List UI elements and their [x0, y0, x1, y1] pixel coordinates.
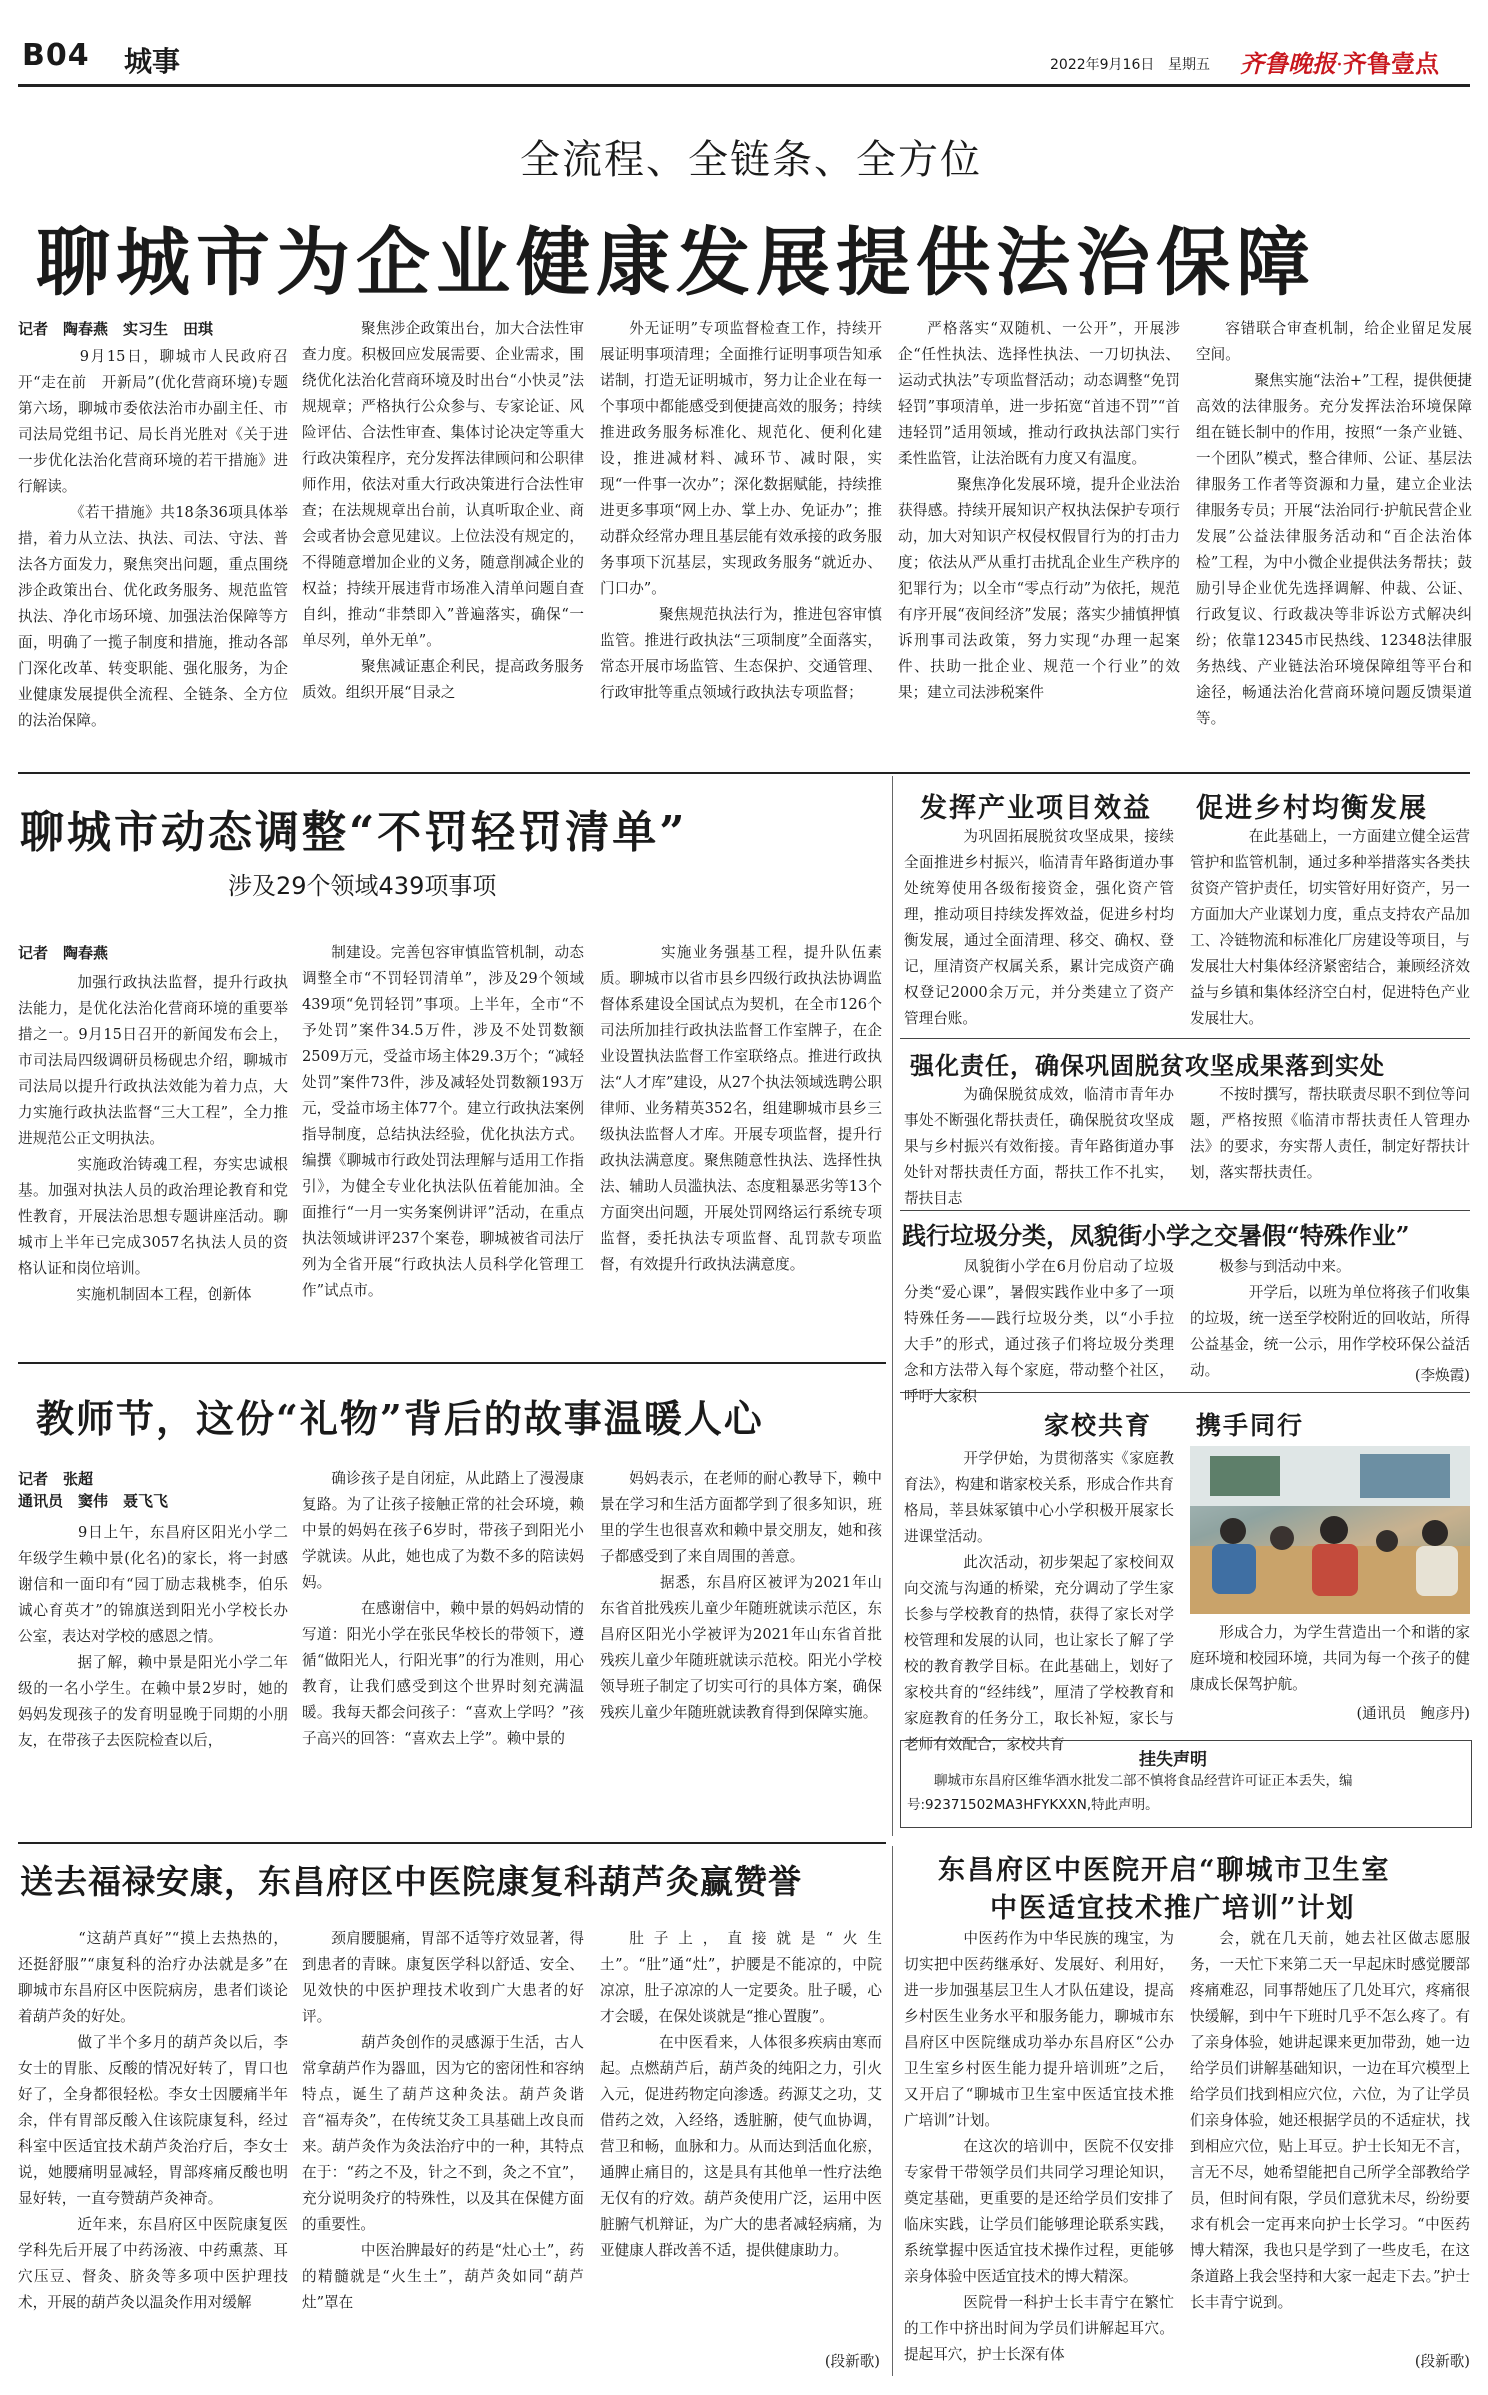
article5-col1-p1: 为巩固拓展脱贫攻坚成果，接续全面推进乡村振兴，临清青年路街道办事处统筹使用各级衔接资金，强化资产管理，推动项目持续发挥效益，促进乡村均衡发展，通过全面清理、移交、确权、登记，厘清资产权属关系，累计完成资产确权登记2000余万元，并分类建立了资产管理台账。	[904, 828, 1174, 1027]
article2-col2-p1: 制建设。完善包容审慎监管机制，动态调整全市“不罚轻罚清单”，涉及29个领域439项“免罚轻罚”事项。上半年，全市“不予处罚”案件34.5万件，涉及不处罚数额2509万元，受益市场主体29.3万个；“减轻处罚”案件73件，涉及减轻处罚数额193万元，受益市场主体77个。建立行政执法案例指导制度，总结执法经验，优化执法方式。编撰《聊城市行政处罚法理解与适用工作指引》，为健全专业化执法队伍着能加油。全面推行“一月一实务案例讲评”活动，在重点执法领域讲评237个案卷，聊城被省司法厅列为全省开展“行政执法人员科学化管理工作”试点市。	[302, 944, 584, 1299]
article2-bottom-rule	[18, 1362, 886, 1364]
article5-title2: 促进乡村均衡发展	[1196, 793, 1428, 824]
article1-col5-p2: 聚焦实施“法治+”工程，提供便捷高效的法律服务。充分发挥法治环境保障组在链长制中的作用，按照“一条产业链、一个团队”模式，整合律师、公证、基层法律服务工作者等资源和力量，建立企业法律服务专员；开展“法治同行·护航民营企业发展”公益法律服务活动和“百企法治体检”工程，为中小微企业提供法务帮扶；鼓励引导企业优先选择调解、仲裁、公证、行政复议、行政裁决等非诉讼方式解决纠纷；依靠12345市民热线、12348法律服务热线、产业链法治环境保障组等平台和途径，畅通法治化营商环境问题反馈渠道等。	[1196, 372, 1472, 727]
article6-col1	[904, 1082, 1174, 1212]
article8-col1	[904, 1446, 1174, 1766]
article7-col1-p1: 凤貌街小学在6月份启动了垃圾分类“爱心课”，暑假实践作业中多了一项特殊任务——践行垃圾分类，以“小手拉大手”的形式，通过孩子们将垃圾分类理念和方法带入每个家庭，带动整个社区，呼吁大家积	[904, 1258, 1174, 1405]
article3-col3-p1: 妈妈表示，在老师的耐心教导下，赖中景在学习和生活方面都学到了很多知识，班里的学生也很喜欢和赖中景交朋友，她和孩子都感受到了来自周围的善意。	[600, 1470, 882, 1565]
article8-title2: 携手同行	[1196, 1411, 1305, 1440]
header-rule	[18, 84, 1470, 87]
article3-col3	[600, 1466, 882, 1832]
article6-col2-p1: 不按时撰写，帮扶联责尽职不到位等问题，严格按照《临清市帮扶责任人管理办法》的要求，夯实帮人责任，制定好帮扶计划，落实帮扶责任。	[1190, 1086, 1470, 1181]
article7-bottom-rule	[900, 1392, 1470, 1393]
article7-col2-p1: 极参与到活动中来。	[1219, 1258, 1351, 1275]
article4-col3-p1: 肚子上，直接就是“火生土”。“肚”通“灶”，护腰是不能凉的，中院凉凉，肚子凉凉的人一定要灸。肚子暖，心才会暖，在保处谈就是“推心置腹”。	[600, 1930, 882, 2025]
article9-col1-p3: 医院骨一科护士长丰青宁在繁忙的工作中挤出时间为学员们讲解起耳穴。提起耳穴，护士长深有体	[904, 2294, 1174, 2363]
article1-col2-p2: 聚焦减证惠企利民，提高政务服务质效。组织开展“目录之	[302, 658, 584, 701]
article4-title: 送去福禄安康，东昌府区中医院康复科葫芦灸赢赞誉	[20, 1862, 802, 1901]
article3-col1-p1: 9日上午，东昌府区阳光小学二年级学生赖中景(化名)的家长，将一封感谢信和一面印有“园丁励志栽桃李，伯乐诚心育英才”的锦旗送到阳光小学校长办公室，表达对学校的感恩之情。	[18, 1524, 288, 1645]
article4-col2-p3: 中医治脾最好的药是“灶心土”，药的精髓就是“火生土”，葫芦灸如同“葫芦灶”罩在	[302, 2242, 584, 2311]
article5-col2-p1: 在此基础上，一方面建立健全运营管护和监管机制，通过多种举措落实各类扶贫资产管护责任，切实管好用好资产，另一方面加大产业谋划力度，重点支持农产品加工、冷链物流和标准化厂房建设等项目，与发展壮大村集体经济紧密结合，兼顾经济效益与乡镇和集体经济空白村，促进特色产业发展壮大。	[1190, 828, 1470, 1027]
right-column-divider	[892, 776, 893, 1836]
article8-col1-p1: 开学伊始，为贯彻落实《家庭教育法》，构建和谐家校关系，形成合作共育格局，莘县妹冢镇中心小学积极开展家长进课堂活动。	[904, 1450, 1174, 1545]
article9-title1: 东昌府区中医院开启“聊城市卫生室	[938, 1855, 1391, 1886]
article1-col5-p1: 容错联合审查机制，给企业留足发展空间。	[1196, 320, 1472, 363]
section-name: 城事	[124, 45, 181, 78]
article2-col1-p1: 加强行政执法监督，提升行政执法能力，是优化法治化营商环境的重要举措之一。9月15日召开的新闻发布会上，市司法局四级调研员杨砚忠介绍，聊城市司法局以提升行政执法效能为着力点，大力实施行政执法监督“三大工程”，全力推进规范公正文明执法。	[18, 974, 288, 1147]
article4-col1-p1: “这葫芦真好”“摸上去热热的，还挺舒服”“康复科的治疗办法就是多”在聊城市东昌府区中医院病房，患者们谈论着葫芦灸的好处。	[18, 1930, 288, 2025]
article3-byline1: 记者 张超	[18, 1470, 94, 1488]
article5-col2	[1190, 824, 1470, 1034]
brand-qilu-yidian: 齐鲁壹点	[1343, 49, 1439, 78]
article4-col2	[302, 1926, 584, 2372]
article4-col2-p1: 颈肩腰腿痛，胃部不适等疗效显著，得到患者的青睐。康复医学科以舒适、安全、见效快的中医护理技术收到广大患者的好评。	[302, 1930, 584, 2025]
article2-col1-p2: 实施政治铸魂工程，夯实忠诚根基。加强对执法人员的政治理论教育和党性教育，开展法治思想专题讲座活动。聊城市上半年已完成3057名执法人员的资格认证和岗位培训。	[18, 1156, 288, 1277]
issue-weekday: 星期五	[1168, 57, 1210, 73]
brand-logo	[1240, 44, 1439, 79]
article1-col2-p1: 聚焦涉企政策出台，加大合法性审查力度。积极回应发展需要、企业需求，围绕优化法治化营商环境及时出台“小快灵”法规规章；严格执行公众参与、专家论证、风险评估、合法性审查、集体讨论决定等重大行政决策程序，充分发挥法律顾问和公职律师作用，依法对重大行政决策进行合法性审查；在法规规章出台前，认真听取企业、商会或者协会意见建议。上位法没有规定的，不得随意增加企业的义务，随意削减企业的权益；持续开展违背市场准入清单问题自查自纠，推动“非禁即入”普遍落实，确保“一单尽列，单外无单”。	[302, 320, 584, 649]
article3-col2-p1: 确诊孩子是自闭症，从此踏上了漫漫康复路。为了让孩子接触正常的社会环境，赖中景的妈妈在孩子6岁时，带孩子到阳光小学就读。从此，她也成了为数不多的陪读妈妈。	[302, 1470, 584, 1591]
article5-bottom-rule	[900, 1038, 1470, 1039]
article9-col1	[904, 1926, 1174, 2372]
article3-col1-p2: 据了解，赖中景是阳光小学二年级的一名小学生。在赖中景2岁时，她的妈妈发现孩子的发育明显晚于同期的小朋友，在带孩子去医院检查以后，	[18, 1654, 288, 1749]
article3-col2	[302, 1466, 584, 1832]
article9-signature: (段新歌)	[1414, 2353, 1470, 2370]
article6-col2	[1190, 1082, 1470, 1212]
article3-title: 教师节，这份“礼物”背后的故事温暖人心	[36, 1396, 764, 1441]
article1-col4-p2: 聚焦净化发展环境，提升企业法治获得感。持续开展知识产权执法保护专项行动，加大对知识产权侵权假冒行为的打击力度；依法从严从重打击扰乱企业生产秩序的犯罪行为；以全市“零点行动”为依托，规范有序开展“夜间经济”发展；落实少捕慎押慎诉刑事司法政策，努力实现“办理一起案件、扶助一批企业、规范一个行业”的效果；建立司法涉税案件	[898, 476, 1180, 701]
article6-col1-p1: 为确保脱贫成效，临清市青年办事处不断强化帮扶责任，确保脱贫攻坚成果与乡村振兴有效衔接。青年路街道办事处针对帮扶责任方面，帮扶工作不扎实，帮扶目志	[904, 1086, 1174, 1207]
article9-col2	[1190, 1926, 1470, 2346]
article6-bottom-rule	[900, 1210, 1470, 1211]
article2-col1-p3: 实施机制固本工程，创新体	[47, 1286, 252, 1303]
article2-col3	[600, 940, 882, 1352]
article1-col3-p2: 聚焦规范执法行为，推进包容审慎监管。推进行政执法“三项制度”全面落实，常态开展市场监管、生态保护、交通管理、行政审批等重点领域行政执法专项监督；	[600, 606, 882, 701]
article8-col2	[1190, 1620, 1470, 1700]
article1-col5	[1196, 316, 1472, 764]
article4-col1	[18, 1926, 288, 2372]
article4-signature: (段新歌)	[824, 2353, 880, 2370]
article9-col2-p1: 会，就在几天前，她去社区做志愿服务，一天忙下来第二天一早起床时感觉腰部疼痛难忍，同事帮她压了几处耳穴，疼痛很快缓解，到中午下班时几乎不怎么疼了。有了亲身体验，她讲起课来更加带劲，她一边给学员们讲解基础知识，一边在耳穴模型上给学员们找到相应穴位，六位，为了让学员们亲身体验，她还根据学员的不适症状，找到相应穴位，贴上耳豆。护士长知无不言，言无不尽，她希望能把自己所学全部教给学员，但时间有限，学员们意犹未尽，纷纷要求有机会一定再来向护士长学习。“中医药博大精深，我也只是学到了一些皮毛，在这条道路上我会坚持和大家一起走下去。”护士长丰青宁说到。	[1190, 1930, 1470, 2311]
brand-separator: ·	[1336, 53, 1343, 78]
article1-col3	[600, 316, 882, 764]
article4-col1-p2: 做了半个多月的葫芦灸以后，李女士的胃胀、反酸的情况好转了，胃口也好了，全身都很轻松。李女士因腰痛半年余，伴有胃部反酸入住该院康复科，经过科室中医适宜技术葫芦灸治疗后，李女士说，她腰痛明显减轻，胃部疼痛反酸也明显好转，一直夸赞葫芦灸神奇。	[18, 2034, 288, 2207]
article1-col3-p1: 外无证明”专项监督检查工作，持续开展证明事项清理；全面推行证明事项告知承诺制，打造无证明城市，努力让企业在每一个事项中都能感受到便捷高效的服务；持续推进政务服务标准化、规范化、便利化建设，推进减材料、减环节、减时限，实现“一件事一次办”；深化数据赋能，持续推进更多事项“网上办、掌上办、免证办”；推动群众经常办理且基层能有效承接的政务服务事项下沉基层，实现政务服务“就近办、门口办”。	[600, 320, 882, 597]
article2-col3-p1: 实施业务强基工程，提升队伍素质。聊城市以省市县乡四级行政执法协调监督体系建设全国试点为契机，在全市126个司法所加挂行政执法监督工作室牌子，在企业设置执法监督工作室联络点。推进行政执法“人才库”建设，从27个执法领域选聘公职律师、业务精英352名，组建聊城市县乡三级执法监督人才库。开展专项监督，提升行政执法满意度。聚焦随意性执法、选择性执法、辅助人员滥执法、态度粗暴恶劣等13个方面突出问题，开展处罚网络运行系统专项监督，委托执法专项监督、乱罚款专项监督，有效提升行政执法满意度。	[600, 944, 882, 1273]
article2-col1	[18, 970, 288, 1352]
notice-body: 聊城市东昌府区维华酒水批发二部不慎将食品经营许可证正本丢失，编号:92371502MA3HFYKXXN,特此声明。	[907, 1773, 1353, 1813]
article5-title1: 发挥产业项目效益	[920, 793, 1152, 824]
article8-col1-p2: 此次活动，初步架起了家校间双向交流与沟通的桥梁，充分调动了学生家长参与学校教育的热情，获得了家长对学校管理和发展的认同，也让家长了解了学校的教育教学目标。在此基础上，划好了家校共育的“经纬线”，厘清了学校教育和家庭教育的任务分工，取长补短，家长与老师有效配合，家校共育	[904, 1554, 1174, 1753]
article7-signature: (李焕霞)	[1414, 1367, 1470, 1384]
article1-kicker: 全流程、全链条、全方位	[520, 137, 982, 183]
article1-bottom-rule	[18, 772, 1470, 774]
article2-title: 聊城市动态调整“不罚轻罚清单”	[20, 807, 688, 858]
article4-col3	[600, 1926, 882, 2338]
article2-col2	[302, 940, 584, 1352]
classroom-photo	[1190, 1446, 1470, 1614]
article1-byline: 记者 陶春燕 实习生 田琪	[18, 320, 214, 338]
article2-subtitle: 涉及29个领域439项事项	[228, 872, 497, 900]
article7-col1	[904, 1254, 1174, 1405]
article3-col3-p2: 据悉，东昌府区被评为2021年山东省首批残疾儿童少年随班就读示范区，东昌府区阳光小学被评为2021年山东省首批残疾儿童少年随班就读示范校。阳光小学校领导班子制定了切实可行的具体方案，确保残疾儿童少年随班就读教育得到保障实施。	[600, 1574, 882, 1721]
article8-col2-p1: 形成合力，为学生营造出一个和谐的家庭环境和校园环境，共同为每一个孩子的健康成长保驾护航。	[1190, 1624, 1470, 1693]
article7-col2-p2: 开学后，以班为单位将孩子们收集的垃圾，统一送至学校附近的回收站，所得公益基金，统一公示，用作学校环保公益活动。	[1190, 1284, 1470, 1379]
article1-col1	[18, 344, 288, 764]
article8-title1: 家校共育	[1044, 1411, 1153, 1440]
article3-bottom-rule	[18, 1842, 886, 1844]
article4-col1-p3: 近年来，东昌府区中医院康复医学科先后开展了中药汤液、中药熏蒸、耳穴压豆、督灸、脐灸等多项中医护理技术，开展的葫芦灸以温灸作用对缓解	[18, 2216, 288, 2311]
article1-col1-p1: 9月15日，聊城市人民政府召开“走在前 开新局”(优化营商环境)专题第六场，聊城市委依法治市办副主任、市司法局党组书记、局长肖光胜对《关于进一步优化法治化营商环境的若干措施》进行解读。	[18, 348, 288, 495]
article4-col3-p2: 在中医看来，人体很多疾病由寒而起。点燃葫芦后，葫芦灸的纯阳之力，引火入元，促进药物定向渗透。药源艾之功，艾借药之效，入经络，透脏腑，使气血协调，营卫和畅，血脉和力。从而达到活血化瘀，通脾止痛目的，这是具有其他单一性疗法绝无仅有的疗效。葫芦灸使用广泛，运用中医脏腑气机辩证，为广大的患者减轻病痛，为亚健康人群改善不适，提供健康助力。	[600, 2034, 882, 2259]
article5-col1	[904, 824, 1174, 1034]
article8-signature: (通讯员 鲍彦丹)	[1356, 1705, 1470, 1722]
page-number: B04	[22, 38, 90, 73]
article3-col2-p2: 在感谢信中，赖中景的妈妈动情的写道：阳光小学在张民华校长的带领下，遵循“做阳光人，行阳光事”的行为准则，用心教育，让我们感受到这个世界时刻充满温暖。我每天都会问孩子：“喜欢上学吗？”孩子高兴的回答：“喜欢去上学”。赖中景的	[302, 1600, 584, 1747]
article2-byline: 记者 陶春燕	[18, 944, 109, 962]
notice-title: 挂失声明	[1139, 1750, 1207, 1770]
article4-col2-p2: 葫芦灸创作的灵感源于生活，古人常拿葫芦作为器皿，因为它的密闭性和容纳特点，诞生了葫芦这种灸法。葫芦灸谐音“福寿灸”，在传统艾灸工具基础上改良而来。葫芦灸作为灸法治疗中的一种，其特点在于：“药之不及，针之不到，灸之不宜”，充分说明灸疗的特殊性，以及其在保健方面的重要性。	[302, 2034, 584, 2233]
article3-byline2: 通讯员 窦伟 聂飞飞	[18, 1492, 169, 1510]
article7-title: 践行垃圾分类，凤貌街小学之交暑假“特殊作业”	[902, 1221, 1410, 1250]
article1-col4-p1: 严格落实“双随机、一公开”，开展涉企“任性执法、选择性执法、一刀切执法、运动式执法”专项监督活动；动态调整“免罚轻罚”事项清单，进一步拓宽“首违不罚”“首违轻罚”适用领域，推动行政执法部门实行柔性监管，让法治既有力度又有温度。	[898, 320, 1180, 467]
issue-date: 2022年9月16日	[1050, 57, 1155, 73]
article9-col1-p1: 中医药作为中华民族的瑰宝，为切实把中医药继承好、发展好、利用好，进一步加强基层卫生人才队伍建设，提高乡村医生业务水平和服务能力，聊城市东昌府区中医院继成功举办东昌府区“公办卫生室乡村医生能力提升培训班”之后，又开启了“聊城市卫生室中医适宜技术推广培训”计划。	[904, 1930, 1174, 2129]
bottom-column-divider	[892, 1846, 893, 2376]
article1-col1-p2: 《若干措施》共18条36项具体举措，着力从立法、执法、司法、守法、普法各方面发力，聚焦突出问题，重点围绕涉企政策出台、优化政务服务、规范监管执法、净化市场环境、加强法治保障等方面，明确了一揽子制度和措施，推动各部门深化改革、转变职能、强化服务，为企业健康发展提供全流程、全链条、全方位的法治保障。	[18, 504, 288, 729]
article6-title: 强化责任，确保巩固脱贫攻坚成果落到实处	[910, 1051, 1385, 1080]
article3-col1	[18, 1520, 288, 1832]
article1-title: 聊城市为企业健康发展提供法治保障	[36, 220, 1316, 306]
article1-col4	[898, 316, 1180, 764]
brand-qilu-evening: 齐鲁晚报	[1240, 49, 1336, 78]
notice-box	[900, 1740, 1472, 1828]
article1-col2	[302, 316, 584, 764]
article9-col1-p2: 在这次的培训中，医院不仅安排专家骨干带领学员们共同学习理论知识，奠定基础，更重要的是还给学员们安排了临床实践，让学员们能够理论联系实践，系统掌握中医适宜技术操作过程，更能够亲身体验中医适宜技术的博大精深。	[904, 2138, 1174, 2285]
article9-title2: 中医适宜技术推广培训”计划	[990, 1893, 1356, 1924]
